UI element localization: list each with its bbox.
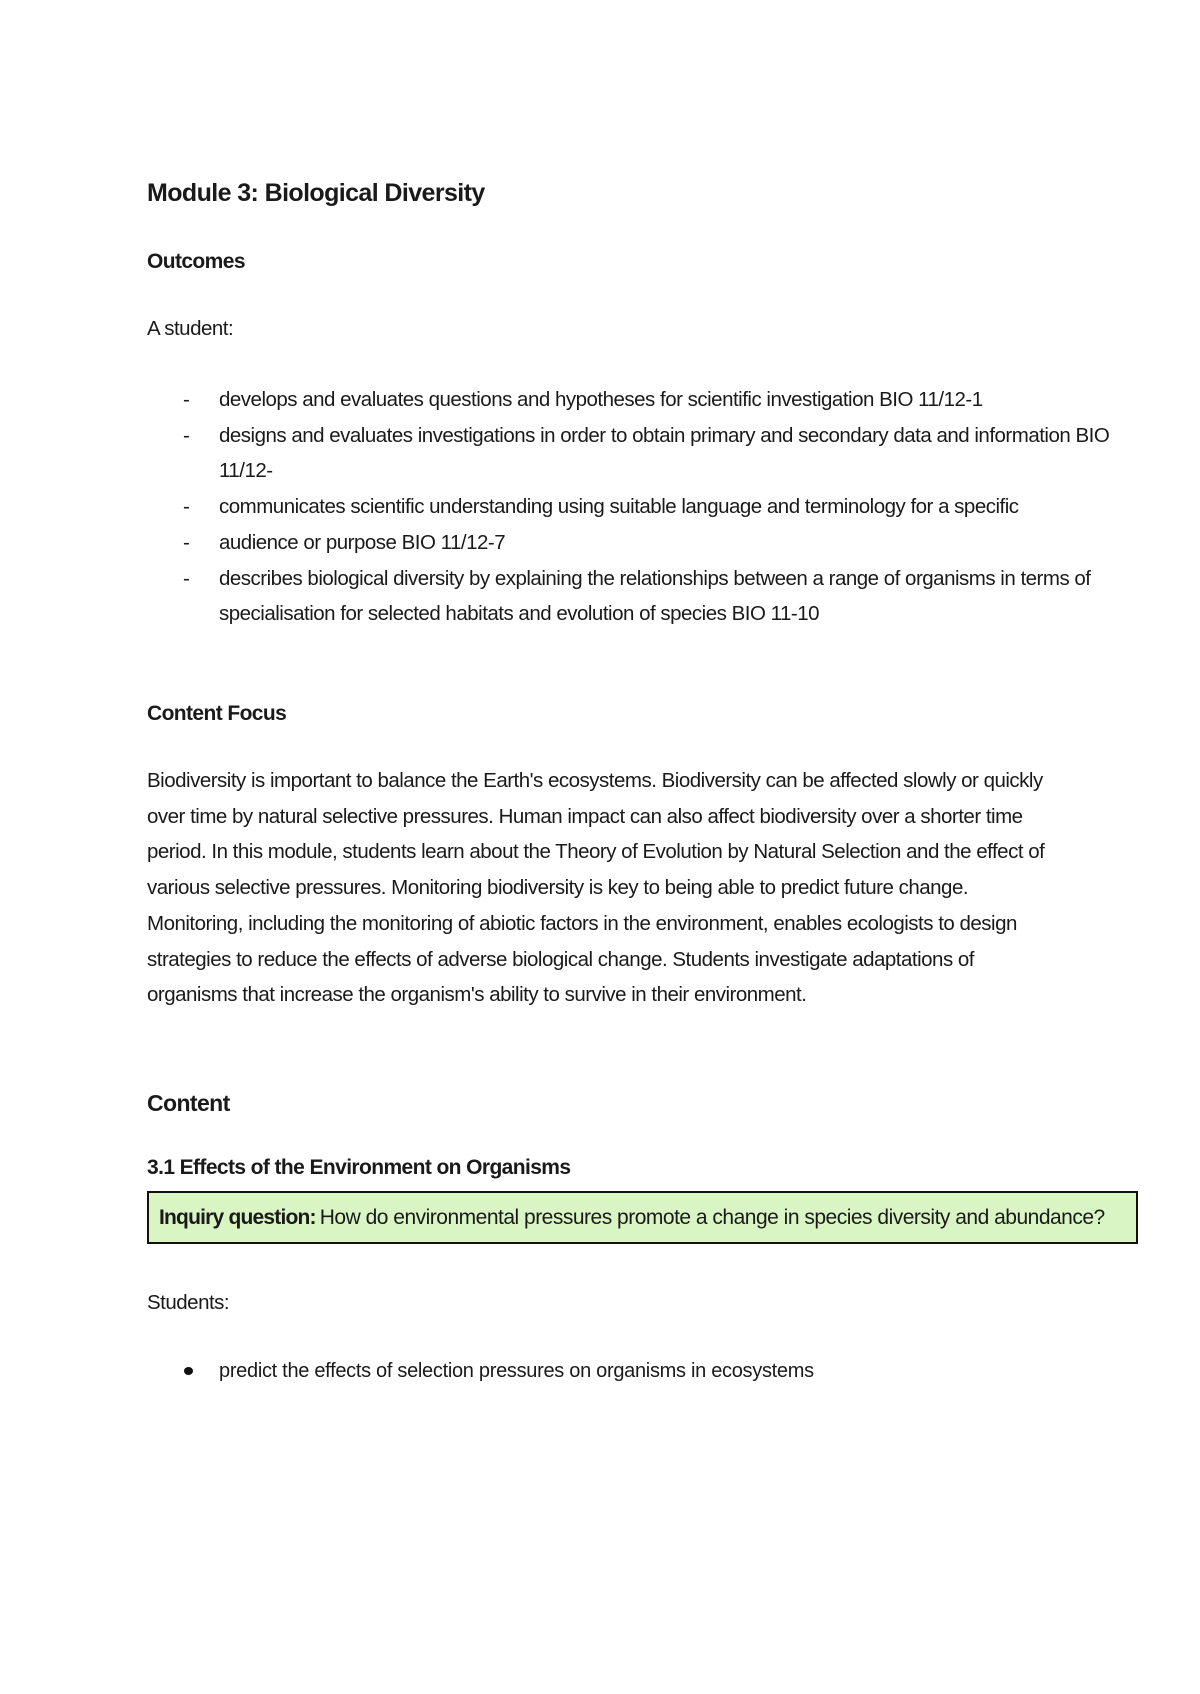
students-intro: Students: [147, 1291, 230, 1314]
outcome-text: audience or purpose BIO 11/12-7 [219, 530, 506, 554]
inquiry-label: Inquiry question: [159, 1205, 316, 1229]
dash-marker: - [183, 566, 190, 590]
list-item [147, 418, 1127, 489]
list-item [147, 1356, 814, 1386]
outcomes-intro: A student: [147, 317, 234, 340]
section-title: 3.1 Effects of the Environment on Organisms [147, 1156, 571, 1179]
module-title: Module 3: Biological Diversity [147, 179, 485, 207]
list-item [147, 382, 1127, 418]
list-item [147, 561, 1127, 632]
outcome-text: designs and evaluates investigations in order to obtain primary and secondary data and information BIO 11/12- [219, 423, 1110, 483]
inquiry-text: How do environmental pressures promote a change in species diversity and abundance? [319, 1205, 1105, 1229]
outcomes-heading: Outcomes [147, 250, 245, 273]
outcome-text: develops and evaluates questions and hypotheses for scientific investigation BIO 11/12-1 [219, 388, 983, 411]
content-focus-heading: Content Focus [147, 702, 287, 725]
dash-marker: - [183, 495, 190, 519]
content-item-text: predict the effects of selection pressures on organisms in ecosystems [219, 1360, 814, 1382]
bullet-icon [184, 1367, 193, 1375]
content-focus-body: Biodiversity is important to balance the Earth's ecosystems. Biodiversity can be affected slowly or quickly over time by natural selective pressures. Human impact can also affect biodiversity over a shorter time period. In this module, students learn about the Theory of Evolution by Natural Selection and the effect of various selective pressures. Monitoring biodiversity is key to being able to predict future change. Monitoring, including the monitoring of abiotic factors in the environment, enables ecologists to design strategies to reduce the effects of adverse biological change. Students investigate adaptations of organisms that increase the organism's ability to survive in their environment. [147, 769, 1045, 1007]
dash-marker: - [183, 423, 190, 447]
content-list [147, 1356, 814, 1386]
inquiry-question-box [147, 1191, 1138, 1244]
outcome-text: communicates scientific understanding using suitable language and terminology for a specific [219, 495, 1019, 519]
list-item [147, 525, 1127, 561]
content-heading: Content [147, 1090, 230, 1116]
list-item [147, 489, 1127, 525]
dash-marker: - [183, 530, 190, 554]
dash-marker: - [183, 388, 190, 411]
outcomes-list [147, 382, 1127, 632]
outcome-text: describes biological diversity by explaining the relationships between a range of organisms in terms of specialisation for selected habitats and evolution of species BIO 11-10 [219, 566, 1091, 626]
